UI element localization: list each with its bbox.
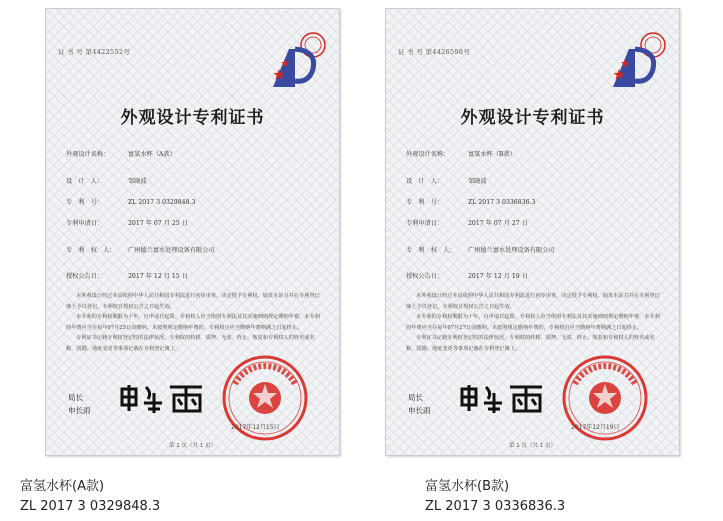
filing-date-label: 专利申请日： xyxy=(406,220,444,227)
patent-no-value: ZL 2017 3 0336836.3 xyxy=(468,199,536,206)
filing-date-value: 2017 年 07 月 27 日 xyxy=(468,220,528,227)
field-designer xyxy=(406,176,487,185)
page-footer: 第 1 页（共 1 页） xyxy=(509,443,556,449)
certificate-number: 证 书 号 第4422552号 xyxy=(58,48,131,56)
patentee-label: 专 利 权 人： xyxy=(66,247,116,254)
grant-date-value: 2017 年 12 月 15 日 xyxy=(128,273,188,280)
patent-certificate-a xyxy=(45,8,340,456)
field-filing-date xyxy=(406,218,528,227)
body-paragraph: 本外观设计经过本局依照中华人民共和国专利法进行初步审查，决定授予专利权，颁发本证书并在专利登记簿上予以登记。专利权自授权公告之日起生效。 xyxy=(406,293,660,310)
patent-no-label: 专 利 号： xyxy=(406,199,444,206)
field-filing-date xyxy=(66,218,188,227)
grant-date-label: 授权公告日： xyxy=(406,273,444,280)
director-label: 局长 xyxy=(68,393,83,402)
field-design-name xyxy=(406,149,516,158)
designer-value: 邹晓波 xyxy=(468,178,487,185)
patent-office-logo xyxy=(605,29,669,93)
caption-b xyxy=(425,477,565,517)
patent-number: ZL 2017 3 0336836.3 xyxy=(425,499,566,514)
caption-a xyxy=(20,477,160,517)
certificate-body xyxy=(406,291,664,354)
design-name-value: 富氢水杯（B款） xyxy=(468,151,516,158)
body-paragraph: 本专利的专利权期限为十年，自申请日起算。专利权人应当依照专利法及其实施细则规定缴纳年费。本专利的年费应当在每年07月25日前缴纳。未按照规定缴纳年费的，专利权自应当缴纳年费期满之日起终止。 xyxy=(66,314,320,331)
filing-date-label: 专利申请日： xyxy=(66,220,104,227)
grant-date-label: 授权公告日： xyxy=(66,273,104,280)
design-name-label: 外观设计名称： xyxy=(66,151,110,158)
seal-date: 2017年12月19日 xyxy=(571,424,620,431)
patentee-value: 广州德兰富水处理设备有限公司 xyxy=(468,247,555,254)
field-patent-no xyxy=(66,197,195,206)
signature-image xyxy=(118,379,208,417)
patentee-label: 专 利 权 人： xyxy=(406,247,456,254)
director-name-label: 申长雨 xyxy=(408,406,431,415)
field-patentee xyxy=(66,245,215,254)
design-name-value: 富氢水杯（A款） xyxy=(128,151,176,158)
director-label: 局长 xyxy=(408,393,423,402)
designer-label: 设 计 人： xyxy=(406,178,444,185)
body-paragraph: 本专利的专利权期限为十年，自申请日起算。专利权人应当依照专利法及其实施细则规定缴纳年费。本专利的年费应当在每年07月27日前缴纳。未按照规定缴纳年费的，专利权自应当缴纳年费期满之日起终止。 xyxy=(406,314,660,331)
filing-date-value: 2017 年 07 月 25 日 xyxy=(128,220,188,227)
field-designer xyxy=(66,176,147,185)
field-grant-date xyxy=(66,271,188,280)
patentee-value: 广州德兰富水处理设备有限公司 xyxy=(128,247,215,254)
patent-office-logo xyxy=(265,29,329,93)
product-name: 富氢水杯(A款) xyxy=(20,479,105,494)
patent-no-label: 专 利 号： xyxy=(66,199,104,206)
body-paragraph: 专利证书记载专利权登记时的法律状况。专利权的转移、质押、无效、终止、恢复和专利权人的姓名或名称、国籍、地址变更等事项记载在专利登记簿上。 xyxy=(66,335,315,352)
field-patent-no xyxy=(406,197,535,206)
product-name: 富氢水杯(B款) xyxy=(425,479,510,494)
patent-no-value: ZL 2017 3 0329848.3 xyxy=(128,199,196,206)
certificate-number: 证 书 号 第4426598号 xyxy=(398,48,471,56)
design-name-label: 外观设计名称： xyxy=(406,151,450,158)
designer-value: 邹晓波 xyxy=(128,178,147,185)
field-patentee xyxy=(406,245,555,254)
patent-certificate-b xyxy=(385,8,680,456)
field-grant-date xyxy=(406,271,528,280)
certificate-title: 外观设计专利证书 xyxy=(460,108,605,128)
body-paragraph: 本外观设计经过本局依照中华人民共和国专利法进行初步审查，决定授予专利权，颁发本证书并在专利登记簿上予以登记。专利权自授权公告之日起生效。 xyxy=(66,293,320,310)
patent-number: ZL 2017 3 0329848.3 xyxy=(20,499,161,514)
certificate-title: 外观设计专利证书 xyxy=(120,108,265,128)
grant-date-value: 2017 年 12 月 19 日 xyxy=(468,273,528,280)
director-name-label: 申长雨 xyxy=(68,406,91,415)
designer-label: 设 计 人： xyxy=(66,178,104,185)
body-paragraph: 专利证书记载专利权登记时的法律状况。专利权的转移、质押、无效、终止、恢复和专利权人的姓名或名称、国籍、地址变更等事项记载在专利登记簿上。 xyxy=(406,335,655,352)
seal-date: 2017年12月15日 xyxy=(231,424,280,431)
signature-image xyxy=(458,379,548,417)
field-design-name xyxy=(66,149,176,158)
certificate-body xyxy=(66,291,324,354)
page-footer: 第 1 页（共 1 页） xyxy=(169,443,216,449)
